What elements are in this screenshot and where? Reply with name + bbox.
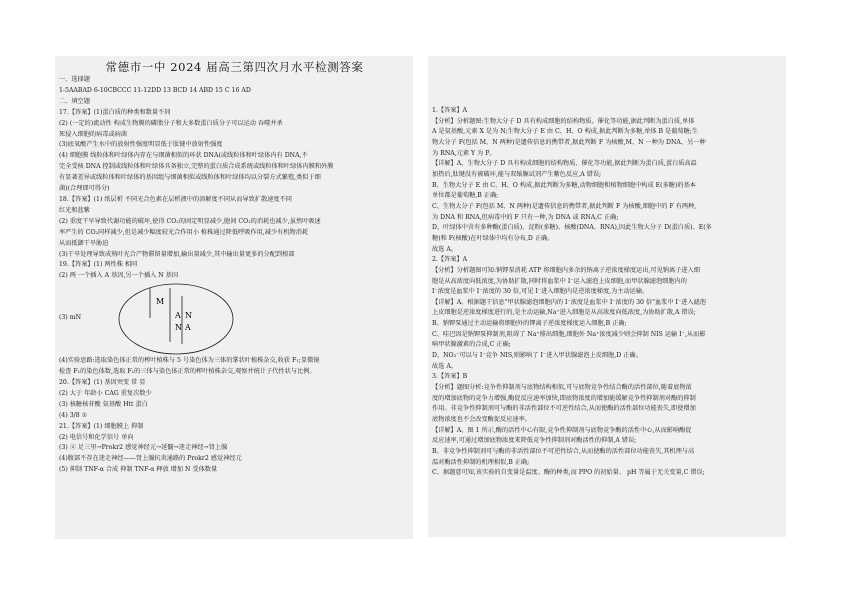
explanation-line: 作用。非竞争性抑制剂可与酶的非活性部位不可逆性结合,从而使酶的活性部位功能丧失,即使增加: [432, 405, 696, 413]
answer-line: 从而抵御干旱胁迫: [59, 239, 109, 247]
left-page: [55, 56, 413, 539]
answer-line: 菌)(合理即可得分): [59, 185, 110, 193]
answer-line: 有显著差异或线粒体和叶绿体的基因组与细菌相似或线粒体和叶绿体均以分裂方式繁殖,类似于细: [59, 174, 321, 182]
right-page: [428, 56, 786, 537]
explanation-line: 物大分子 F(包括 M、N 两种)是遗传信息的携带者,据此判断 F 为核酸,M、N 一种为 DNA、另一种: [432, 138, 706, 146]
explanation-line: 为 RNA,元素 Y 为 P。: [432, 149, 496, 157]
letter-A-1: A: [175, 311, 181, 321]
explanation-line: 单位都是葡萄糖,B 正确;: [432, 192, 499, 200]
explanation-line: 糖)和 F(核酸)在叶绿体中均有分布,D 正确。: [432, 234, 554, 242]
explanation-line: 3.【答案】B: [432, 373, 468, 381]
answer-line: 19.【答案】(1) 两性株 相同: [59, 261, 138, 269]
answer-line: (3)底氧酸产生水中的放射性强度明显低于肽键中放射性强度: [59, 141, 223, 149]
answer-line: 21.【答案】(1) 细胞膜上 抑制: [59, 422, 144, 430]
explanation-line: B、生物大分子 E 由 C、H、O 构成,据此判断为多糖,动物细胞和植物细胞中构成 E(多糖)的基本: [432, 181, 696, 189]
answer-line: (2) 电信号和化学信号 单向: [59, 433, 134, 441]
explanation-line: I⁻浓度是血浆中 I⁻浓度的 30 倍,可见 I⁻进入细胞内是逆浓度梯度,为主动运输。: [432, 288, 649, 296]
answer-lines-bottom: [59, 356, 410, 476]
question-3-explanation: [432, 372, 783, 479]
explanation-line: B、非竞争性抑制剂可与酶的非活性部位不可逆性结合,从而使酶的活性部位功能丧失,其机理与高: [432, 448, 695, 455]
explanation-line: D、叶绿体中含有多种酶(蛋白质)、淀粉(多糖)、核酸(DNA、RNA),因此生物大分子 D(蛋白质)、E(多: [432, 224, 712, 232]
chromosome-diagram-row: [59, 282, 410, 356]
explanation-line: C、据题意可知,该实验的自变量是温度、酶的种类,而 PPO 的初始量、 pH 等属于无关变量,C 错误;: [432, 469, 705, 477]
answer-line: (4)实验思路:选取染色体正常的榨叶植株与 5 号染色体为三体的掌状叶植株杂交,收获 F₁;显微镜: [59, 357, 320, 365]
explanation-line: 【详解】A、根据题干信息"甲状腺滤泡细胞内的 I⁻浓度是血浆中 I⁻浓度的 30 倍"血浆中 I⁻进入滤泡: [432, 298, 706, 306]
question-2-explanation: [432, 255, 783, 372]
answer-line: 17.【答案】(1)蛋白质的种类和数量不同: [59, 108, 171, 116]
explanation-line: A 是氨基酸,元素 X 是为 N;生物大分子 E 由 C、H、O 构成,据此判断为多糖,单体 B 是葡萄糖;生: [432, 128, 699, 136]
answer-line: 红光和蓝紫: [59, 206, 90, 214]
explanation-line: 温对酶活性抑制的机理相似,B 正确;: [432, 458, 530, 466]
explanation-line: 【分析】题图分析:竞争性抑制剂与底物结构相似,可与底物竞争性结合酶的活性部位,随着底物浓: [432, 384, 692, 392]
explanation-line: 加热后,肽键没有被破坏,能与双缩脲试剂产生紫色反应,A 错误;: [432, 170, 602, 178]
explanation-line: 上皮细胞是逆浓度梯度进行的,是主动运输,Na⁺进入细胞是从高浓度向低浓度,为协助扩散,A 错误;: [432, 309, 696, 317]
answer-line: (3)干旱处理导致成熟叶光合产物滞留量增加,输出量减少,其中输出量更多的分配到根部: [59, 250, 295, 258]
chromosome-diagram: [116, 282, 236, 356]
answer-line: 1-5AABAD 6-10CBCCC 11-12DD 13 BCD 14 ABD 15 C 16 AD: [59, 86, 251, 94]
answer-line: (2) 两 一个插入 A 基因,另一个插入 N 基因: [59, 272, 179, 280]
answer-line: 二、填空题: [59, 97, 90, 105]
explanation-line: C、哇巴因是钠钾泵抑制剂,阻碍了 Na⁺排出细胞,细胞外 Na⁺浓度减少则会抑制 NIS 运输 I⁻,从而影: [432, 330, 706, 338]
answer-lines-top: [59, 75, 410, 282]
letter-M: M: [156, 297, 165, 307]
answer-line: (2) (一定的)流动性 构成生物膜的磷脂分子和大多数蛋白质分子可以运动 吞噬并杀: [59, 119, 283, 127]
answer-line: (4) 细胞膜 线粒体和叶绿体内存在与细菌相似的环状 DNA(或线粒体和叶绿体内有 DNA,不: [59, 152, 308, 160]
explanation-line: 度的增加底物的竞争力增强,酶促反应速率加快,即底物浓度的增加能缓解竞争性抑制剂对酶的抑制: [432, 394, 696, 402]
answer-line: 18.【答案】(1) 纸层析 不同光合色素在层析液中的溶解度不同从而导致扩散速度不同: [59, 195, 292, 203]
answer-line: (3) 核糖核苷酸 氨基酸 Htt 蛋白: [59, 400, 148, 408]
page-title: 常德市一中 2024 届高三第四次月水平检测答案: [105, 60, 364, 74]
answer-line: (2) 大于 年龄小 CAG 重复次数少: [59, 389, 152, 397]
answer-line: 率严生的 CO₂同样减少,但是减少幅度较光合作用小 植株通过降低呼吸作用,减少有机物消耗: [59, 228, 309, 236]
answer-line: 死侵入细胞的病毒或病菌: [59, 130, 128, 138]
explanation-line: C、生物大分子 F(包括 M、N 两种)是遗传信息的携带者,据此判断 F 为核酸,细胞中的 F 有两种,: [432, 202, 697, 210]
answer-line: (5) 抑制 TNF-α 合成 抑制 TNF-α 释放 增加 N 受体数量: [59, 466, 218, 474]
explanation-line: B、钠钾泵通过主动运输将细胞外的钾离子逆浓度梯度运入细胞,B 正确;: [432, 320, 627, 328]
question-1-explanation: [432, 106, 783, 255]
explanation-line: D、NO₃⁻可以与 I⁻竞争 NIS,则影响了 I⁻进入甲状腺滤泡上皮细胞,D 正确。: [432, 352, 642, 360]
answer-line: (2) 重度干旱导致代谢功能的破坏,使得 CO₂的固定明显减少,胞间 CO₂的消耗也减少,虽然叶吸速: [59, 217, 321, 225]
answer-line: (3) ② 足三里→Prokr2 感觉神经元→延髓→迷走神经→肾上腺: [59, 444, 228, 452]
explanation-line: 为 DNA 和 RNA,但病毒中的 F 只有一种,为 DNA 或 RNA,C 正确;: [432, 213, 619, 221]
answer-line: 一、选择题: [59, 76, 90, 83]
answer-line: (4) 3/8 ①: [59, 411, 88, 419]
explanation-line: 故选 A。: [432, 245, 457, 253]
diagram-label: (3) mN: [59, 314, 82, 322]
answer-line: (4)腹部不存在迷走神经——肾上腺抗炎通路的 Prokr2 感觉神经元: [59, 455, 242, 463]
answer-line: 完全受核 DNA 控制或线粒体和叶绿体具备独立,完整的蛋白质合成系统或线粒体和叶绿体内膜和外膜: [59, 163, 334, 171]
letter-N-1: N: [175, 323, 182, 333]
explanation-line: 故选 A。: [432, 362, 457, 370]
letter-N-2: N: [185, 311, 192, 321]
explanation-line: 【详解】A、图 1 所示,酶的活性中心有限,竞争性抑制剂与底物竞争酶的活性中心,从而影响酶促: [432, 426, 692, 434]
explanation-line: 【分析】分析题图可知:钠钾泵消耗 ATP 将细胞内多余的钠离子逆浓度梯度运出,可见钠离子进入细: [432, 266, 700, 274]
letter-A-2: A: [185, 323, 191, 333]
explanation-line: 反应速率,可通过增加底物浓度来降低竞争性抑制剂对酶活性的抑制,A 错误;: [432, 437, 637, 445]
explanation-line: 胞是从高浓度向低浓度,为协助扩散,同时将血浆中 I⁻运入滤泡上皮细胞,而甲状腺滤泡细胞内的: [432, 277, 687, 285]
answer-line: 检查 F₁的染色体数,选取 F₁的三体与染色体正常的榨叶植株杂交,观察并统计子代性状与比例。: [59, 368, 316, 376]
explanation-line: 1.【答案】A: [432, 107, 468, 114]
explanation-line: 2.【答案】A: [432, 256, 468, 264]
explanation-line: 【分析】分析题图:生物大分子 D 具有构成细胞的结构物质、催化等功能,据此判断为蛋白质,单体: [432, 117, 695, 125]
explanation-line: 底物浓度也不会改变酶促反应速率。: [432, 416, 531, 424]
explanation-line: 【详解】A、生物大分子 D 具有构成细胞的结构物质、催化等功能,据此判断为蛋白质,蛋白质高温: [432, 160, 697, 168]
answer-line: 20.【答案】(1) 基因突变 常 显: [59, 379, 146, 387]
explanation-line: 响甲状腺激素的合成,C 正确;: [432, 341, 511, 349]
